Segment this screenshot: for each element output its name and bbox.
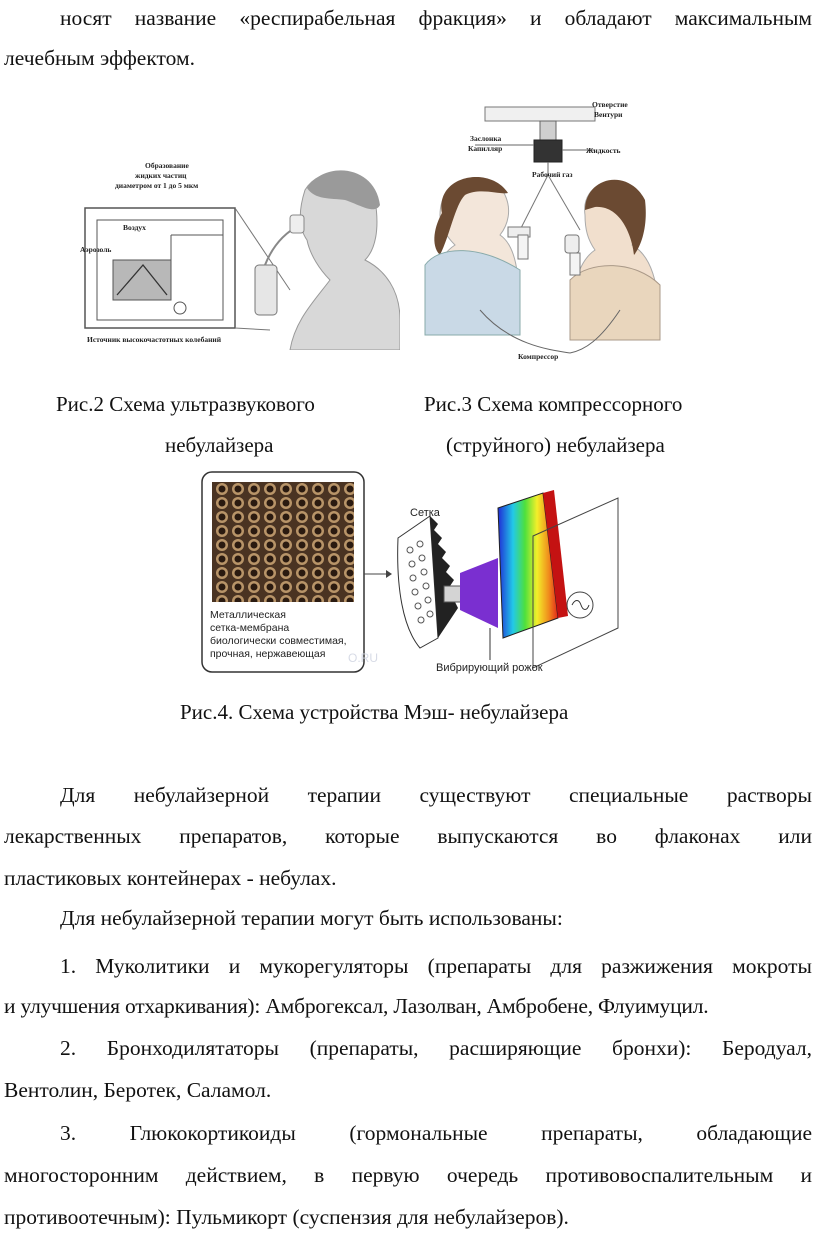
body-p3-line-1: 1. Муколитики и мукорегуляторы (препараты для разжижения мокроты — [60, 954, 812, 978]
body-p5-line-2: многосторонним действием, в первую очередь противовоспалительным и — [4, 1163, 812, 1187]
intro-line-2: лечебным эффектом. — [4, 46, 195, 70]
fig4-membrane-label-4: прочная, нержавеющая — [210, 648, 326, 660]
fig3-label-gas: Рабочий газ — [532, 170, 573, 179]
intro-line-1: носят название «респирабельная фракция» и обладают максимальным — [60, 6, 812, 30]
fig2-label-top3: диаметром от 1 до 5 мкм — [115, 181, 199, 190]
fig3-label-venturi: Отверстие — [592, 100, 628, 109]
body-p5-line-3: противоотечным): Пульмикорт (суспензия для небулайзеров). — [4, 1205, 569, 1229]
body-p4-line-2: Вентолин, Беротек, Саламол. — [4, 1078, 272, 1102]
fig3-label-compressor: Компрессор — [518, 352, 559, 361]
fig3-label-valve: Заслонка — [470, 134, 502, 143]
fig4-membrane-label-3: биологически совместимая, — [210, 635, 347, 647]
body-p3-line-2: и улучшения отхаркивания): Амброгексал, Лазолван, Амбробене, Флуимуцил. — [4, 994, 709, 1018]
fig3-label-liquid: Жидкость — [586, 146, 621, 155]
body-p4-line-1: 2. Бронходилятаторы (препараты, расширяющие бронхи): Беродуал, — [60, 1036, 812, 1060]
fig3-caption-line-2: (струйного) небулайзера — [446, 433, 665, 457]
mesh-nebulizer-figure — [198, 468, 628, 678]
body-p5-line-1: 3. Глюкокортикоиды (гормональные препараты, обладающие — [60, 1121, 812, 1145]
body-p2: Для небулайзерной терапии могут быть использованы: — [60, 906, 563, 930]
fig4-watermark: О.RU — [348, 651, 378, 665]
fig2-caption-line-2: небулайзера — [165, 433, 274, 457]
fig4-horn-label: Вибрирующий рожок — [436, 662, 543, 674]
fig4-caption: Рис.4. Схема устройства Мэш- небулайзера — [180, 700, 569, 724]
fig3-label-capillary: Капилляр — [468, 144, 503, 153]
fig2-label-air: Воздух — [123, 223, 146, 232]
fig2-label-source: Источник высокочастотных колебаний — [87, 335, 222, 344]
body-p1-line-3: пластиковых контейнерах - небулах. — [4, 866, 337, 890]
fig2-label-top2: жидких частиц — [135, 171, 187, 180]
compressor-nebulizer-figure — [420, 95, 665, 365]
fig4-membrane-label-1: Металлическая — [210, 609, 286, 621]
fig2-caption-line-1: Рис.2 Схема ультразвукового — [56, 392, 315, 416]
fig4-membrane-label-2: сетка-мембрана — [210, 622, 290, 634]
fig2-label-aerosol: Аэрозоль — [80, 245, 112, 254]
fig4-mesh-label: Сетка — [410, 507, 440, 519]
ultrasonic-nebulizer-figure — [75, 160, 400, 350]
body-p1-line-1: Для небулайзерной терапии существуют специальные растворы — [60, 783, 812, 807]
fig3-caption-line-1: Рис.3 Схема компрессорного — [424, 392, 683, 416]
fig3-label-venturi2: Вентури — [594, 110, 623, 119]
body-p1-line-2: лекарственных препаратов, которые выпускаются во флаконах или — [4, 824, 812, 848]
fig2-label-top: Образование — [145, 161, 189, 170]
